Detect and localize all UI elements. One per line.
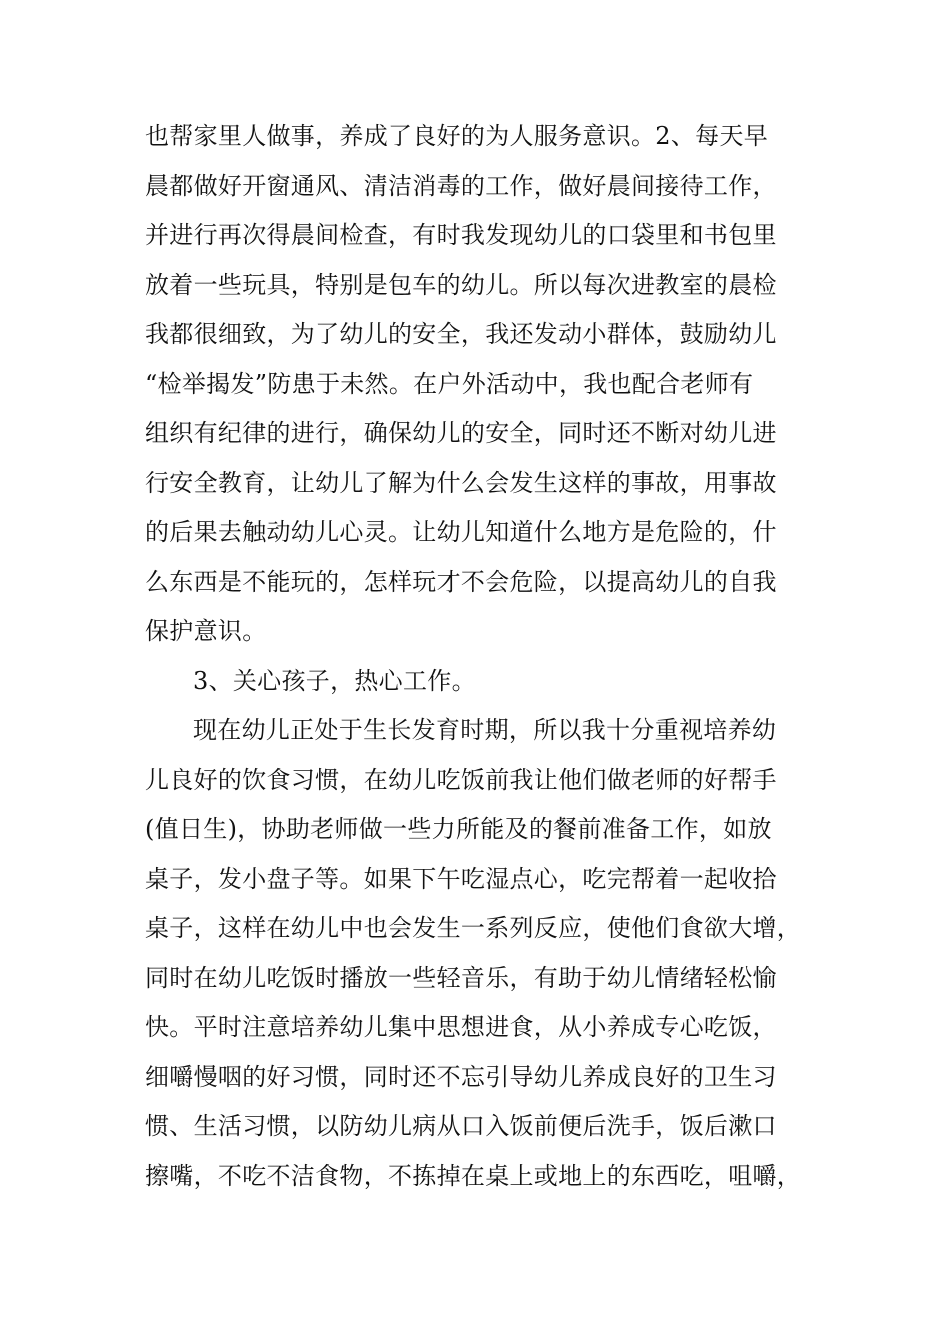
text-line: 并进行再次得晨间检查，有时我发现幼儿的口袋里和书包里 xyxy=(145,221,777,249)
text-line: 放着一些玩具，特别是包车的幼儿。所以每次进教室的晨检 xyxy=(145,270,777,299)
text-line: (值日生)，协助老师做一些力所能及的餐前准备工作，如放 xyxy=(145,815,772,843)
text-line: 惯、生活习惯，以防幼儿病从口入饭前便后洗手，饭后漱口 xyxy=(145,1112,777,1140)
text-line: 快。平时注意培养幼儿集中思想进食，从小养成专心吃饭， xyxy=(145,1013,777,1041)
section-heading: 3、关心孩子，热心工作。 xyxy=(193,666,476,695)
text-line: 组织有纪律的进行，确保幼儿的安全，同时还不断对幼儿进 xyxy=(145,419,777,447)
text-line: 儿良好的饮食习惯，在幼儿吃饭前我让他们做老师的好帮手 xyxy=(145,765,777,794)
text-line: 桌子，这样在幼儿中也会发生一系列反应，使他们食欲大增， xyxy=(145,914,802,942)
text-line: “检举揭发”防患于未然。在户外活动中，我也配合老师有 xyxy=(145,369,754,398)
text-line: 桌子，发小盘子等。如果下午吃湿点心，吃完帮着一起收拾 xyxy=(145,864,777,893)
text-line: 我都很细致，为了幼儿的安全，我还发动小群体，鼓励幼儿 xyxy=(145,320,777,348)
text-line: 同时在幼儿吃饭时播放一些轻音乐，有助于幼儿情绪轻松愉 xyxy=(145,963,777,992)
text-line: 行安全教育，让幼儿了解为什么会发生这样的事故，用事故 xyxy=(145,468,777,497)
body-text xyxy=(145,112,815,1201)
paragraph-start: 现在幼儿正处于生长发育时期，所以我十分重视培养幼 xyxy=(193,716,777,744)
text-line: 的后果去触动幼儿心灵。让幼儿知道什么地方是危险的，什 xyxy=(145,518,777,546)
text-line: 晨都做好开窗通风、清洁消毒的工作，做好晨间接待工作， xyxy=(145,171,777,200)
text-line: 擦嘴，不吃不洁食物，不拣掉在桌上或地上的东西吃，咀嚼， xyxy=(145,1161,802,1190)
text-line: 也帮家里人做事，养成了良好的为人服务意识。2、每天早 xyxy=(145,122,769,150)
text-line: 保护意识。 xyxy=(145,617,267,645)
text-line: 么东西是不能玩的，怎样玩才不会危险，以提高幼儿的自我 xyxy=(145,567,777,596)
text-line: 细嚼慢咽的好习惯，同时还不忘引导幼儿养成良好的卫生习 xyxy=(145,1062,777,1091)
